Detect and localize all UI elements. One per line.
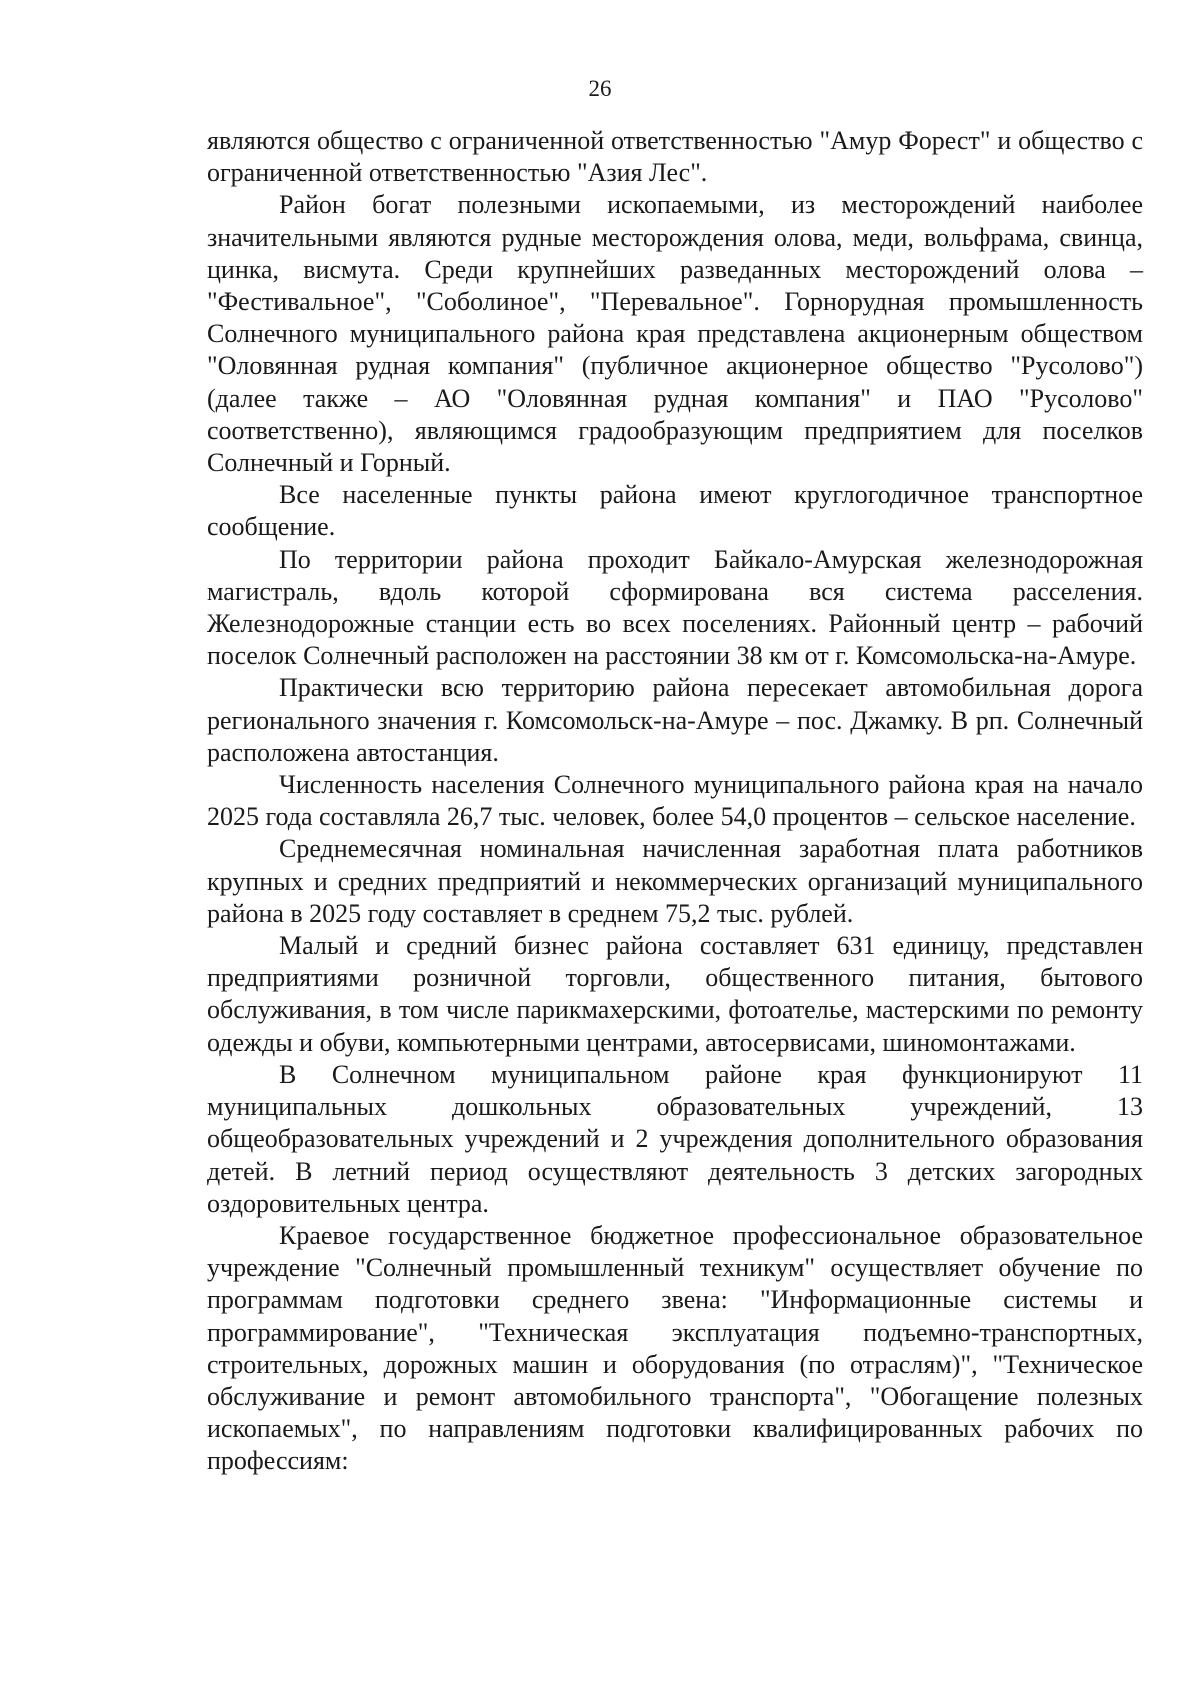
page-number: 26 <box>588 76 612 101</box>
paragraph-3: Все населенные пункты района имеют круглогодичное транспортное сообщение. <box>207 480 1143 542</box>
paragraph-1: являются общество с ограниченной ответственностью "Амур Форест" и общество с ограниченной ответственностью "Азия Лес". <box>207 126 1143 188</box>
paragraph-4: По территории района проходит Байкало-Амурская железнодорожная магистраль, вдоль которой сформирована вся система расселения. Железнодорожные станции есть во всех поселениях. Районный центр – рабочий поселок Солнечный расположен на расстоянии 38 км от г. Комсомольска-на-Амуре. <box>207 544 1143 671</box>
paragraph-5: Практически всю территорию района пересекает автомобильная дорога регионального значения г. Комсомольск-на-Амуре – пос. Джамку. В рп. Солнечный расположена автостанция. <box>207 673 1143 767</box>
paragraph-9: В Солнечном муниципальном районе края функционируют 11 муниципальных дошкольных образовательных учреждений, 13 общеобразовательных учреждений и 2 учреждения дополнительного образования детей. В летний период осуществляют деятельность 3 детских загородных оздоровительных центра. <box>207 1059 1143 1218</box>
paragraph-8: Малый и средний бизнес района составляет 631 единицу, представлен предприятиями розничной торговли, общественного питания, бытового обслуживания, в том числе парикмахерскими, фотоателье, мастерскими по ремонту одежды и обуви, компьютерными центрами, автосервисами, шиномонтажами. <box>207 931 1143 1057</box>
paragraph-7: Среднемесячная номинальная начисленная заработная плата работников крупных и средних предприятий и некоммерческих организаций муниципального района в 2025 году составляет в среднем 75,2 тыс. рублей. <box>207 834 1143 928</box>
document-body <box>207 125 1143 1478</box>
paragraph-2: Район богат полезными ископаемыми, из месторождений наиболее значительными являются рудные месторождения олова, меди, вольфрама, свинца, цинка, висмута. Среди крупнейших разведанных месторождений олова – "Фестивальное", "Соболиное", "Перевальное". Горнорудная промышленность Солнечного муниципального района края представлена акционерным обществом "Оловянная рудная компания" (публичное акционерное общество "Русолово") (далее также – АО "Оловянная рудная компания" и ПАО "Русолово" соответственно), являющимся градообразующим предприятием для поселков Солнечный и Горный. <box>207 190 1143 478</box>
paragraph-6: Численность населения Солнечного муниципального района края на начало 2025 года составляла 26,7 тыс. человек, более 54,0 процентов – сельское население. <box>207 770 1143 832</box>
paragraph-10: Краевое государственное бюджетное профессиональное образовательное учреждение "Солнечный промышленный техникум" осуществляет обучение по программам подготовки среднего звена: "Информационные системы и программирование", "Техническая эксплуатация подъемно-транспортных, строительных, дорожных машин и оборудования (по отраслям)", "Техническое обслуживание и ремонт автомобильного транспорта", "Обогащение полезных ископаемых", по направлениям подготовки квалифицированных рабочих по профессиям: <box>207 1220 1143 1476</box>
